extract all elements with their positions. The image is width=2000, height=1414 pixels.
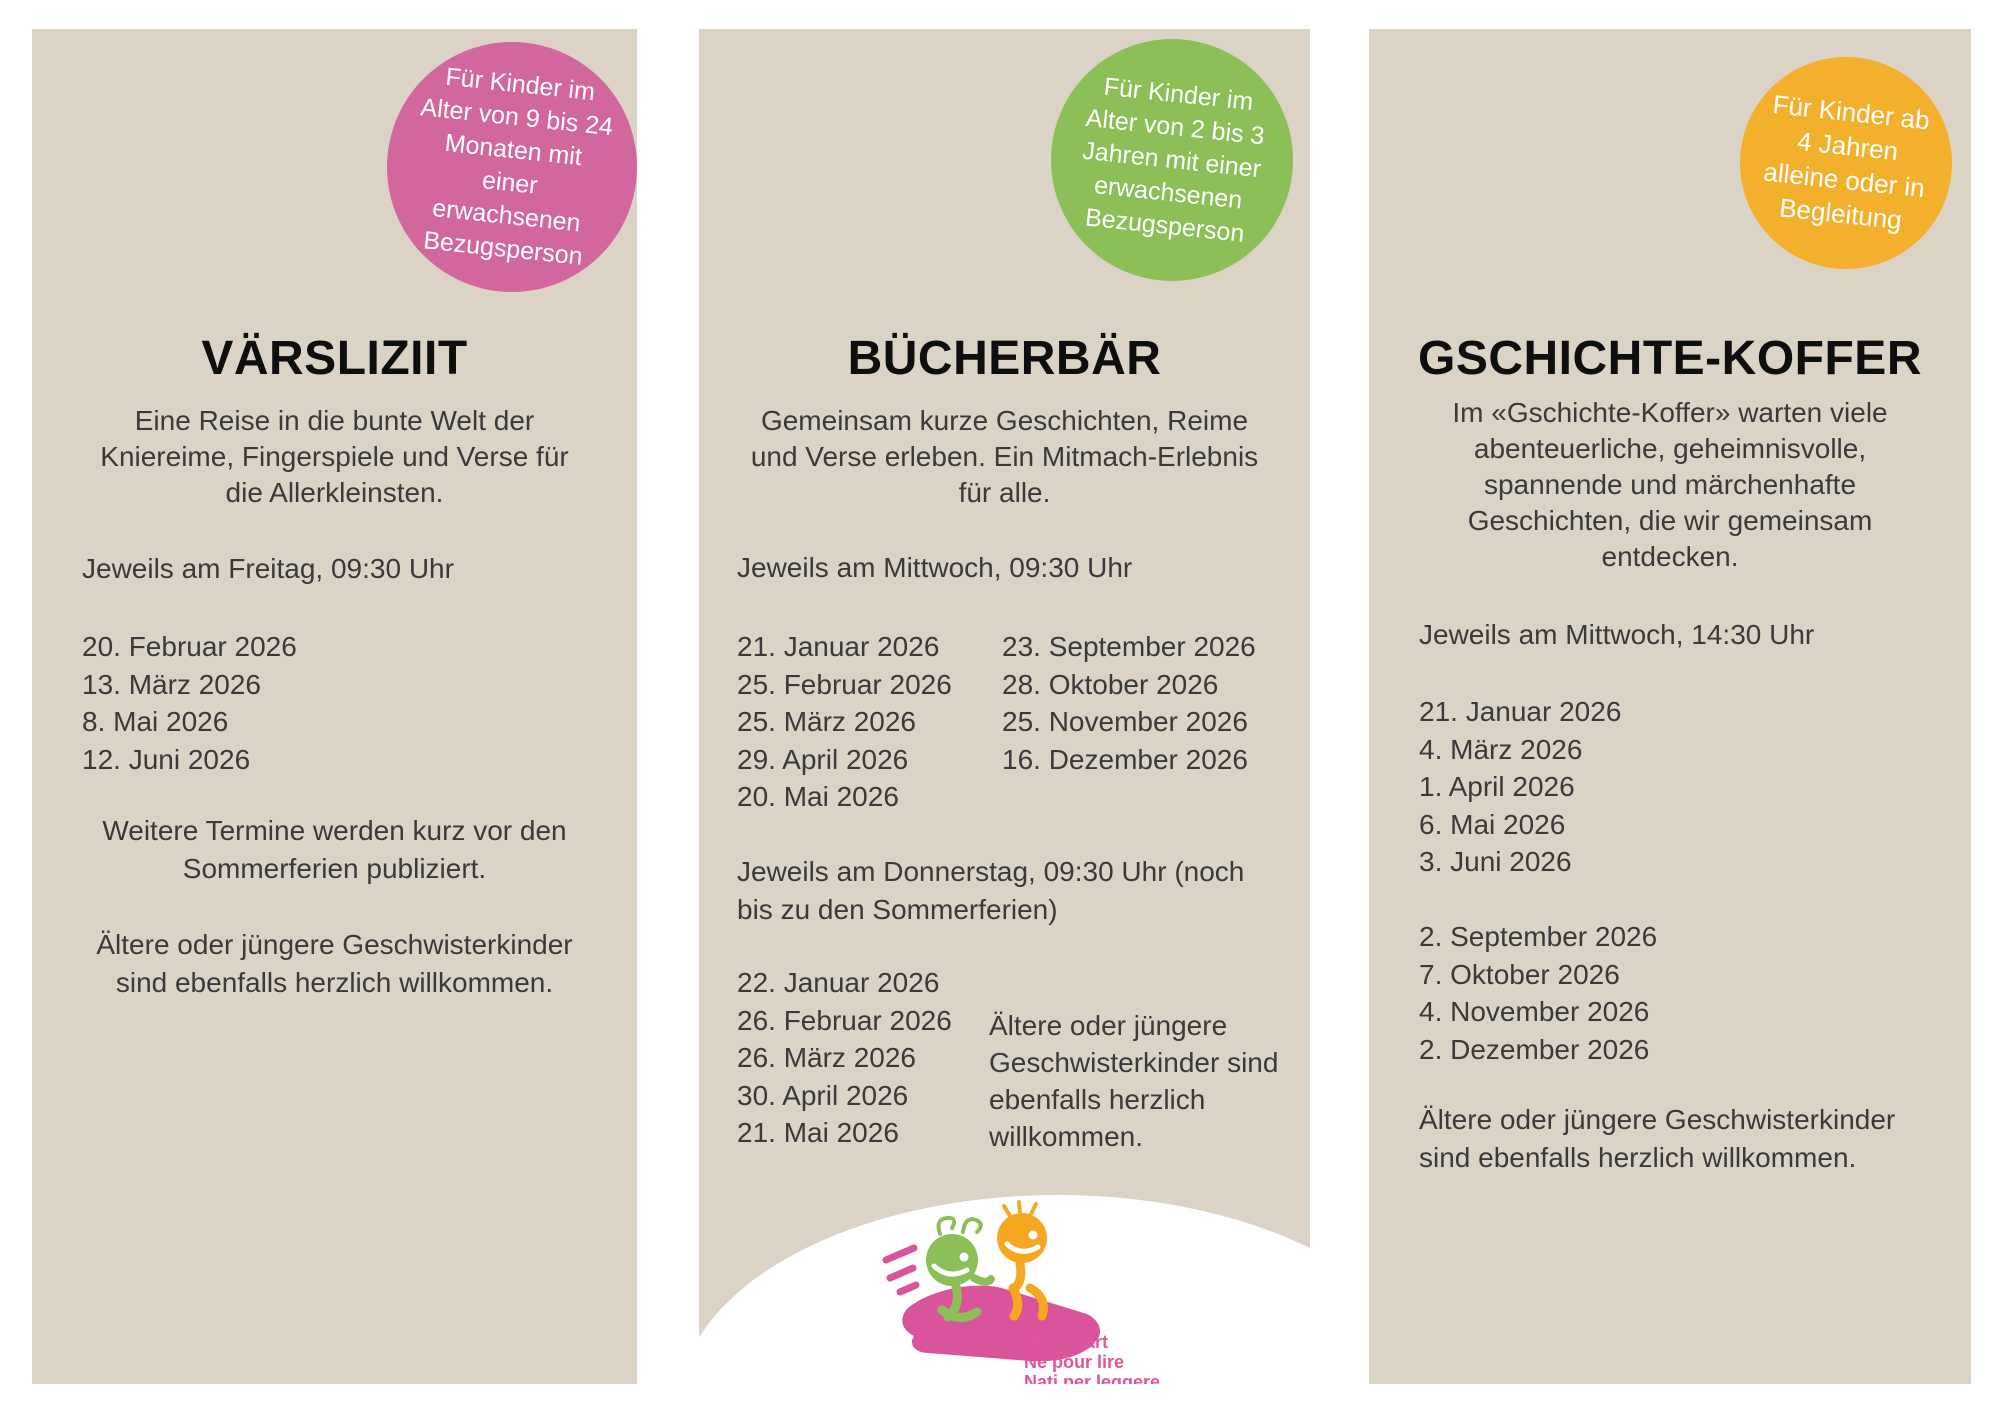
date-item: 25. November 2026 (1002, 706, 1248, 737)
note-line: Ältere oder jüngere Geschwisterkinder (1419, 1104, 1896, 1135)
note-line: sind ebenfalls herzlich willkommen. (115, 967, 554, 998)
age-badge-text (1758, 87, 1933, 239)
date-item: 3. Juni 2026 (1419, 846, 1572, 877)
panel-title: BÜCHERBÄR (847, 332, 1162, 386)
date-item: 30. April 2026 (737, 1079, 909, 1111)
badge-line: Alter von 2 bis 3 (1084, 103, 1267, 150)
intro-line: entdecken. (1601, 541, 1739, 572)
logo-text-line: Né pour lire (1024, 1352, 1125, 1372)
badge-line: alleine oder in (1762, 156, 1927, 204)
note-line: ebenfalls herzlich (989, 1084, 1206, 1115)
date-item: 28. Oktober 2026 (1002, 668, 1219, 700)
schedule-line-thursday (737, 853, 1244, 929)
date-item: 13. März 2026 (82, 668, 261, 700)
date-item: 8. Mai 2026 (82, 706, 229, 737)
date-item: 4. November 2026 (1419, 996, 1650, 1027)
date-item: 22. Januar 2026 (737, 967, 940, 998)
intro-line: Kniereime, Fingerspiele und Verse für (100, 441, 569, 472)
badge-line: Für Kinder im (1102, 72, 1256, 116)
badge-line: Für Kinder ab (1771, 89, 1932, 136)
date-list-autumn (1419, 918, 1657, 1068)
age-badge-yellow (1740, 57, 1952, 269)
badge-line: Begleitung (1777, 192, 1904, 236)
siblings-note (1419, 1101, 1895, 1177)
note-line: Geschwisterkinder sind (989, 1047, 1279, 1078)
date-item: 20. Februar 2026 (82, 631, 297, 662)
siblings-note (60, 926, 609, 1002)
age-badge-text (406, 58, 619, 275)
date-list-left (737, 628, 952, 816)
panel-vaersliziit (32, 29, 637, 1384)
age-badge-pink (387, 42, 637, 292)
intro-line: die Allerkleinsten. (225, 477, 444, 508)
age-badge-text (1074, 69, 1270, 252)
note-line: Ältere oder jüngere Geschwisterkinder (96, 929, 573, 960)
panel-title: GSCHICHTE-KOFFER (1418, 332, 1922, 386)
intro-line: für alle. (958, 477, 1051, 508)
badge-line: Monaten mit (443, 128, 584, 172)
note-line: willkommen. (989, 1121, 1144, 1152)
date-item: 26. Februar 2026 (737, 1004, 952, 1036)
badge-line: erwachsenen (431, 194, 583, 238)
date-item: 26. März 2026 (737, 1042, 916, 1073)
badge-line: einer (481, 166, 540, 200)
badge-line: 4 Jahren (1795, 125, 1900, 167)
note-line: Ältere oder jüngere (989, 1010, 1228, 1041)
date-item: 21. Januar 2026 (1419, 696, 1622, 727)
panel-buecherbaer (699, 29, 1310, 1392)
date-list (82, 628, 297, 778)
badge-line: Bezugsperson (1084, 202, 1247, 248)
panel-title: VÄRSLIZIIT (201, 332, 468, 386)
intro-paragraph (1397, 395, 1943, 575)
logo-text-line: Nati per leggere (1024, 1372, 1161, 1392)
date-item: 25. Februar 2026 (737, 668, 952, 700)
date-item: 29. April 2026 (737, 743, 909, 775)
more-dates-note (60, 812, 609, 888)
badge-line: Alter von 9 bis 24 (419, 93, 615, 142)
logo-speed-lines (886, 1248, 916, 1292)
date-item: 7. Oktober 2026 (1419, 958, 1620, 990)
date-item: 2. September 2026 (1419, 921, 1658, 952)
schedule-line-wednesday: Jeweils am Mittwoch, 09:30 Uhr (737, 552, 1133, 583)
schedule-line: Jeweils am Mittwoch, 14:30 Uhr (1419, 619, 1815, 650)
date-item: 23. September 2026 (1002, 631, 1256, 662)
date-item: 2. Dezember 2026 (1419, 1033, 1650, 1065)
panel-gschichte-koffer (1369, 29, 1971, 1384)
date-item: 12. Juni 2026 (82, 743, 251, 775)
intro-line: Eine Reise in die bunte Welt der (134, 405, 535, 436)
intro-line: und Verse erleben. Ein Mitmach-Erlebnis (750, 441, 1259, 472)
date-item: 25. März 2026 (737, 706, 916, 737)
note-line: Weitere Termine werden kurz vor den (102, 815, 567, 846)
age-badge-green (1051, 39, 1293, 281)
intro-line: Geschichten, die wir gemeinsam (1467, 505, 1873, 536)
date-item: 20. Mai 2026 (737, 781, 899, 812)
intro-paragraph (727, 403, 1282, 511)
badge-line: Bezugsperson (422, 226, 585, 271)
date-item: 6. Mai 2026 (1419, 808, 1566, 840)
logo-wordmark (1024, 1332, 1161, 1392)
date-item: 4. März 2026 (1419, 733, 1583, 765)
siblings-note (989, 1007, 1278, 1155)
buchstart-logo (870, 1190, 1170, 1392)
note-line: Sommerferien publiziert. (182, 853, 487, 884)
intro-line: Im «Gschichte-Koffer» warten viele (1452, 397, 1888, 428)
badge-line: erwachsenen (1093, 170, 1245, 215)
intro-paragraph (60, 403, 609, 511)
date-item: 21. Januar 2026 (737, 631, 940, 662)
schedule-line: bis zu den Sommerferien) (737, 894, 1058, 925)
date-item: 21. Mai 2026 (737, 1117, 899, 1148)
schedule-line: Jeweils am Freitag, 09:30 Uhr (82, 553, 454, 584)
logo-text-line: Buchstart (1024, 1332, 1109, 1352)
intro-line: abenteuerliche, geheimnisvolle, (1473, 433, 1867, 464)
note-line: sind ebenfalls herzlich willkommen. (1419, 1142, 1857, 1173)
badge-line: Jahren mit einer (1081, 136, 1263, 183)
date-item: 16. Dezember 2026 (1002, 743, 1248, 775)
date-list-right (1002, 628, 1256, 778)
badge-line: Für Kinder im (444, 62, 597, 107)
date-item: 1. April 2026 (1419, 771, 1575, 802)
intro-line: Gemeinsam kurze Geschichten, Reime (760, 405, 1249, 436)
date-list-thursday (737, 964, 952, 1152)
schedule-line: Jeweils am Donnerstag, 09:30 Uhr (noch (737, 856, 1245, 887)
intro-line: spannende und märchenhafte (1483, 469, 1857, 500)
date-list-spring (1419, 693, 1621, 881)
